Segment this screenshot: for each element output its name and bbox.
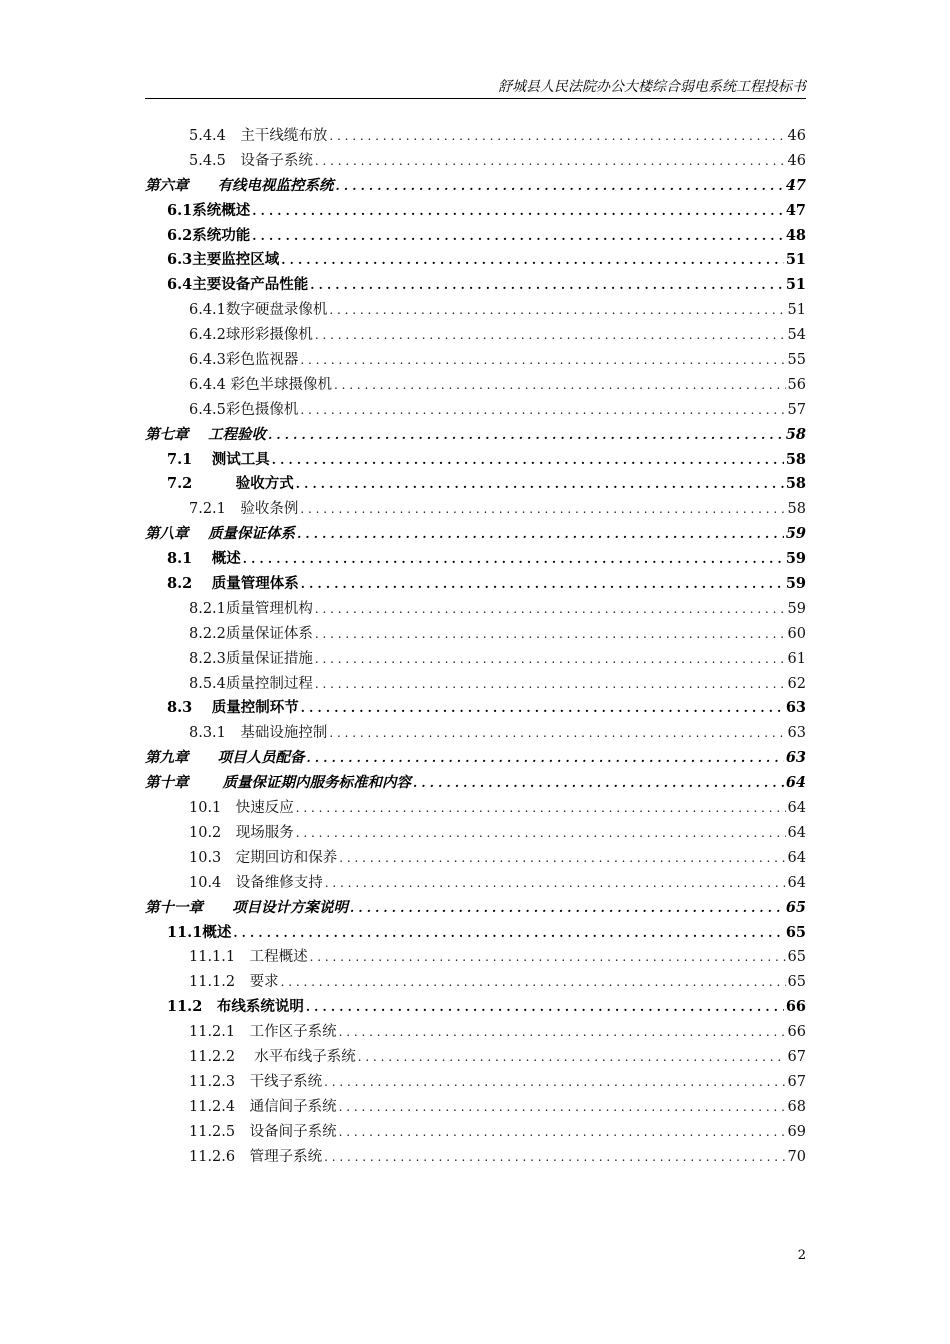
- toc-entry-page: 58: [785, 450, 806, 468]
- toc-entry[interactable]: [145, 547, 806, 572]
- toc-entry-title: 8.1 概述: [167, 550, 241, 568]
- toc-entry-page: 67: [787, 1073, 806, 1090]
- dot-leader: [325, 871, 786, 896]
- toc-entry-title: 8.3.1 基础设施控制: [189, 725, 328, 742]
- dot-leader: [310, 273, 784, 298]
- toc-entry-page: 56: [787, 376, 806, 393]
- toc-entry-title: 5.4.4 主干线缆布放: [189, 128, 328, 144]
- toc-entry-page: 64: [787, 874, 806, 891]
- toc-entry-title: 11.1概述: [167, 923, 232, 941]
- dot-leader: [272, 448, 784, 473]
- dot-leader: [297, 522, 784, 547]
- dot-leader: [315, 597, 786, 622]
- dot-leader: [315, 323, 786, 348]
- dot-leader: [350, 896, 784, 921]
- toc-entry-title: 10.2 现场服务: [189, 824, 294, 841]
- toc-entry[interactable]: [145, 398, 806, 423]
- toc-entry[interactable]: [145, 448, 806, 473]
- dot-leader: [301, 572, 784, 597]
- dot-leader: [329, 124, 785, 149]
- toc-entry-title: 11.1.2 要求: [189, 974, 279, 991]
- toc-entry-title: 6.3主要监控区域: [167, 251, 280, 269]
- running-header: [145, 76, 806, 99]
- toc-entry[interactable]: [145, 1070, 806, 1095]
- toc-entry[interactable]: [145, 199, 806, 224]
- toc-entry-title: 8.2.1质量管理机构: [189, 600, 313, 617]
- dot-leader: [281, 248, 784, 273]
- toc-entry-title: 8.2.3质量保证措施: [189, 650, 313, 667]
- toc-entry[interactable]: [145, 298, 806, 323]
- dot-leader: [281, 970, 786, 995]
- toc-entry-title: 11.2.6 管理子系统: [189, 1148, 323, 1165]
- toc-entry[interactable]: [145, 771, 806, 796]
- toc-entry-page: 46: [787, 152, 806, 169]
- toc-entry-title: 11.2.5 设备间子系统: [189, 1123, 337, 1140]
- toc-entry-title: 6.1系统概述: [167, 201, 251, 219]
- toc-entry-page: 54: [787, 327, 806, 344]
- toc-entry-title: 第七章 工程验收: [145, 425, 267, 443]
- toc-entry-page: 63: [787, 725, 806, 742]
- toc-entry-title: 7.2 验收方式: [167, 475, 294, 493]
- toc-entry[interactable]: [145, 945, 806, 970]
- toc-entry-title: 10.4 设备维修支持: [189, 874, 323, 891]
- toc-entry[interactable]: [145, 348, 806, 373]
- toc-entry-page: 59: [785, 550, 806, 568]
- toc-entry[interactable]: [145, 1120, 806, 1145]
- toc-entry-page: 57: [787, 401, 806, 418]
- toc-entry-title: 6.4.2球形彩摄像机: [189, 327, 313, 344]
- toc-entry-page: 59: [787, 600, 806, 617]
- dot-leader: [358, 1045, 786, 1070]
- toc-entry[interactable]: [145, 1095, 806, 1120]
- toc-entry-page: 65: [787, 949, 806, 966]
- toc-entry[interactable]: [145, 149, 806, 174]
- dot-leader: [339, 1095, 786, 1120]
- toc-entry-title: 6.4.3彩色监视器: [189, 352, 299, 369]
- toc-entry-page: 47: [785, 201, 806, 219]
- toc-entry[interactable]: [145, 846, 806, 871]
- toc-entry-title: 6.4.1数字硬盘录像机: [189, 302, 328, 319]
- toc-entry-page: 65: [785, 923, 806, 941]
- toc-entry[interactable]: [145, 1020, 806, 1045]
- dot-leader: [310, 945, 786, 970]
- toc-entry-title: 11.2.2 水平布线子系统: [189, 1048, 356, 1065]
- toc-entry-title: 7.2.1 验收条例: [189, 501, 299, 518]
- toc-entry-page: 58: [785, 425, 806, 443]
- toc-entry-page: 66: [787, 1024, 806, 1041]
- dot-leader: [252, 199, 784, 224]
- toc-entry-title: 10.1 快速反应: [189, 800, 294, 817]
- dot-leader: [296, 821, 786, 846]
- table-of-contents: [145, 124, 806, 1169]
- toc-entry[interactable]: [145, 871, 806, 896]
- toc-entry-title: 8.2 质量管理体系: [167, 575, 299, 593]
- dot-leader: [306, 995, 784, 1020]
- toc-entry-page: 63: [785, 699, 806, 717]
- toc-entry-page: 69: [787, 1123, 806, 1140]
- toc-entry[interactable]: [145, 323, 806, 348]
- toc-entry[interactable]: [145, 248, 806, 273]
- toc-entry-title: 7.1 测试工具: [167, 450, 270, 468]
- dot-leader: [233, 921, 783, 946]
- toc-entry-page: 66: [785, 998, 806, 1016]
- toc-entry-title: 8.3 质量控制环节: [167, 699, 299, 717]
- toc-entry-page: 62: [787, 675, 806, 692]
- toc-entry[interactable]: [145, 124, 806, 149]
- toc-entry-title: 11.1.1 工程概述: [189, 949, 308, 966]
- dot-leader: [324, 1145, 785, 1170]
- dot-leader: [296, 796, 786, 821]
- toc-entry-page: 58: [785, 475, 806, 493]
- toc-entry[interactable]: [145, 821, 806, 846]
- toc-entry-page: 59: [785, 575, 806, 593]
- toc-entry[interactable]: [145, 696, 806, 721]
- dot-leader: [307, 746, 784, 771]
- toc-entry[interactable]: [145, 572, 806, 597]
- toc-entry-title: 8.5.4质量控制过程: [189, 675, 313, 692]
- toc-entry[interactable]: [145, 796, 806, 821]
- dot-leader: [252, 224, 784, 249]
- toc-entry[interactable]: [145, 373, 806, 398]
- toc-entry[interactable]: [145, 497, 806, 522]
- toc-entry[interactable]: [145, 995, 806, 1020]
- toc-entry[interactable]: [145, 622, 806, 647]
- dot-leader: [329, 298, 785, 323]
- toc-entry-page: 64: [785, 774, 806, 792]
- toc-entry-title: 第六章 有线电视监控系统: [145, 176, 334, 194]
- dot-leader: [268, 423, 784, 448]
- toc-entry-title: 6.2系统功能: [167, 226, 251, 244]
- dot-leader: [339, 1120, 786, 1145]
- toc-entry[interactable]: [145, 224, 806, 249]
- toc-entry-page: 48: [785, 226, 806, 244]
- toc-entry[interactable]: [145, 970, 806, 995]
- toc-entry[interactable]: [145, 647, 806, 672]
- toc-entry-page: 60: [787, 625, 806, 642]
- toc-entry-page: 51: [787, 302, 806, 319]
- toc-entry-page: 64: [787, 800, 806, 817]
- toc-entry-title: 11.2 布线系统说明: [167, 998, 304, 1016]
- page-number: 2: [797, 1248, 806, 1263]
- dot-leader: [324, 1070, 785, 1095]
- dot-leader: [300, 497, 785, 522]
- dot-leader: [296, 472, 784, 497]
- toc-entry-title: 第八章 质量保证体系: [145, 525, 296, 543]
- toc-entry[interactable]: [145, 921, 806, 946]
- toc-entry[interactable]: [145, 597, 806, 622]
- toc-entry-page: 68: [787, 1098, 806, 1115]
- dot-leader: [300, 348, 785, 373]
- toc-entry-page: 64: [787, 849, 806, 866]
- dot-leader: [413, 771, 784, 796]
- dot-leader: [329, 721, 785, 746]
- toc-entry-title: 6.4主要设备产品性能: [167, 276, 309, 294]
- toc-entry-page: 61: [787, 650, 806, 667]
- toc-entry-title: 11.2.3 干线子系统: [189, 1073, 323, 1090]
- toc-entry-page: 51: [785, 251, 806, 269]
- toc-entry-page: 59: [785, 525, 806, 543]
- toc-entry-title: 第九章 项目人员配备: [145, 749, 305, 767]
- dot-leader: [315, 672, 786, 697]
- toc-entry[interactable]: [145, 423, 806, 448]
- toc-entry[interactable]: [145, 1045, 806, 1070]
- toc-entry-page: 58: [787, 501, 806, 518]
- toc-entry-title: 6.4.5彩色摄像机: [189, 401, 299, 418]
- toc-entry-title: 10.3 定期回访和保养: [189, 849, 338, 866]
- toc-entry[interactable]: [145, 896, 806, 921]
- toc-entry[interactable]: [145, 1145, 806, 1170]
- toc-entry-title: 第十章 质量保证期内服务标准和内容: [145, 774, 412, 792]
- dot-leader: [339, 846, 785, 871]
- dot-leader: [336, 174, 784, 199]
- toc-entry[interactable]: [145, 721, 806, 746]
- document-title: 舒城县人民法院办公大楼综合弱电系统工程投标书: [498, 79, 806, 95]
- toc-entry-page: 63: [785, 749, 806, 767]
- toc-entry-page: 65: [787, 974, 806, 991]
- toc-entry-page: 67: [787, 1048, 806, 1065]
- toc-entry-title: 11.2.4 通信间子系统: [189, 1098, 337, 1115]
- dot-leader: [243, 547, 784, 572]
- toc-entry[interactable]: [145, 672, 806, 697]
- dot-leader: [315, 622, 786, 647]
- toc-entry[interactable]: [145, 174, 806, 199]
- toc-entry-title: 8.2.2质量保证体系: [189, 625, 313, 642]
- toc-entry[interactable]: [145, 746, 806, 771]
- toc-entry-title: 6.4.4 彩色半球摄像机: [189, 376, 333, 393]
- toc-entry-page: 65: [785, 898, 806, 916]
- toc-entry-title: 5.4.5 设备子系统: [189, 152, 313, 169]
- toc-entry-title: 第十一章 项目设计方案说明: [145, 898, 348, 916]
- dot-leader: [315, 149, 786, 174]
- toc-entry[interactable]: [145, 522, 806, 547]
- dot-leader: [301, 696, 784, 721]
- toc-entry-page: 64: [787, 824, 806, 841]
- dot-leader: [300, 398, 785, 423]
- dot-leader: [334, 373, 786, 398]
- toc-entry-page: 46: [787, 128, 806, 144]
- toc-entry-page: 55: [787, 352, 806, 369]
- toc-entry[interactable]: [145, 273, 806, 298]
- dot-leader: [339, 1020, 786, 1045]
- toc-entry-page: 51: [785, 276, 806, 294]
- toc-entry-page: 70: [787, 1148, 806, 1165]
- toc-entry-page: 47: [785, 176, 806, 194]
- dot-leader: [315, 647, 786, 672]
- toc-entry-title: 11.2.1 工作区子系统: [189, 1024, 337, 1041]
- toc-entry[interactable]: [145, 472, 806, 497]
